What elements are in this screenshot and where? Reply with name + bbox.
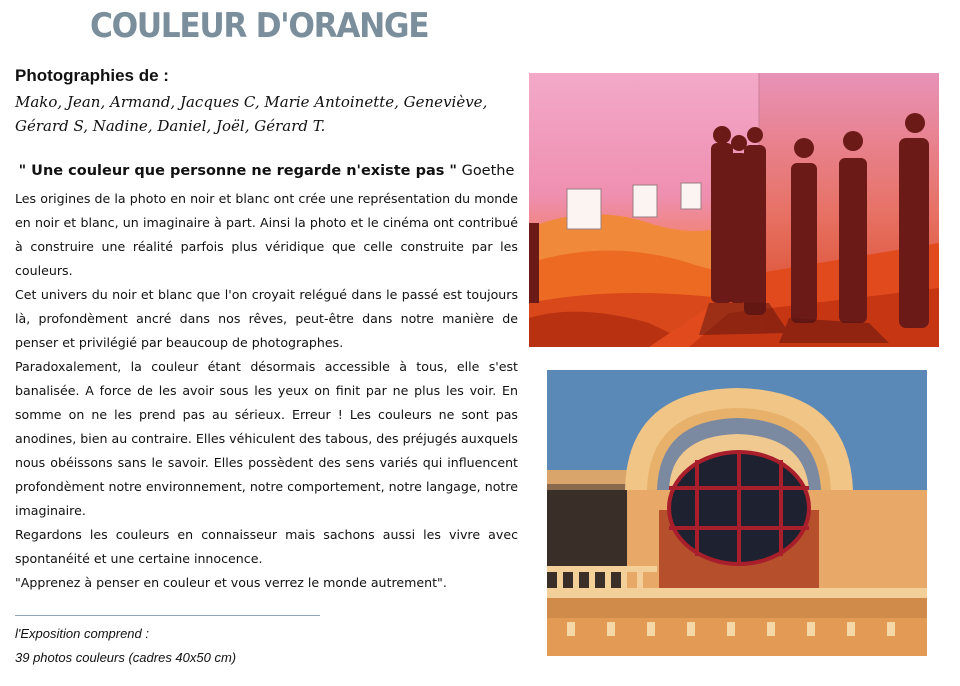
- paragraph-3: Paradoxalement, la couleur étant désormais accessible à tous, elle s'est banalisée. A force de les avoir sous les yeux on finit par ne plus les voir. En somme on ne les prend pas au sérieux. Erreur ! Les couleurs ne sont pas anodines, bien au contraire. Elles véhiculent des tabous, des préjugés auxquels nous obéissons sans le savoir. Elles possèdent des sens variés qui influencent profondèment notre environnement, notre comportement, notre langage, notre imaginaire.: [15, 359, 518, 518]
- quote-text: " Une couleur que personne ne regarde n'existe pas ": [18, 163, 457, 179]
- divider: [15, 615, 320, 616]
- building-photo: [547, 370, 927, 656]
- paragraph-5: "Apprenez à penser en couleur et vous verrez le monde autrement".: [15, 575, 447, 590]
- paragraph-2: Cet univers du noir et blanc que l'on croyait relégué dans le passé est toujours là, profondèment ancré dans nos rêves, peut-être dans notre manière de penser et privilégié par beaucoup de photographes.: [15, 287, 518, 350]
- quote-author: Goethe: [461, 163, 515, 179]
- paragraph-1: Les origines de la photo en noir et blanc ont crée une représentation du monde en noir et blanc, un imaginaire à part. Ainsi la photo et le cinéma ont contribué à construire une réalité parfois plus véridique que celle construite par les couleurs.: [15, 191, 518, 278]
- photographer-names-line1: Mako, Jean, Armand, Jacques C, Marie Antoinette, Geneviève,: [15, 93, 488, 111]
- paragraph-4: Regardons les couleurs en connaisseur mais sachons aussi les vivre avec spontanéité et une certaine innocence.: [15, 527, 518, 566]
- goethe-quote: [15, 163, 518, 179]
- exhibition-label: l'Exposition comprend :: [15, 626, 149, 641]
- photographer-names-line2: Gérard S, Nadine, Daniel, Joël, Gérard T.: [15, 117, 326, 135]
- photographers-heading: Photographies de :: [15, 66, 169, 85]
- exhibition-photo: [529, 73, 939, 347]
- page-title: COULEUR D'ORANGE: [90, 6, 429, 46]
- exhibition-details: 39 photos couleurs (cadres 40x50 cm): [15, 650, 237, 665]
- body-text: [15, 187, 518, 595]
- photographer-names: [15, 90, 515, 138]
